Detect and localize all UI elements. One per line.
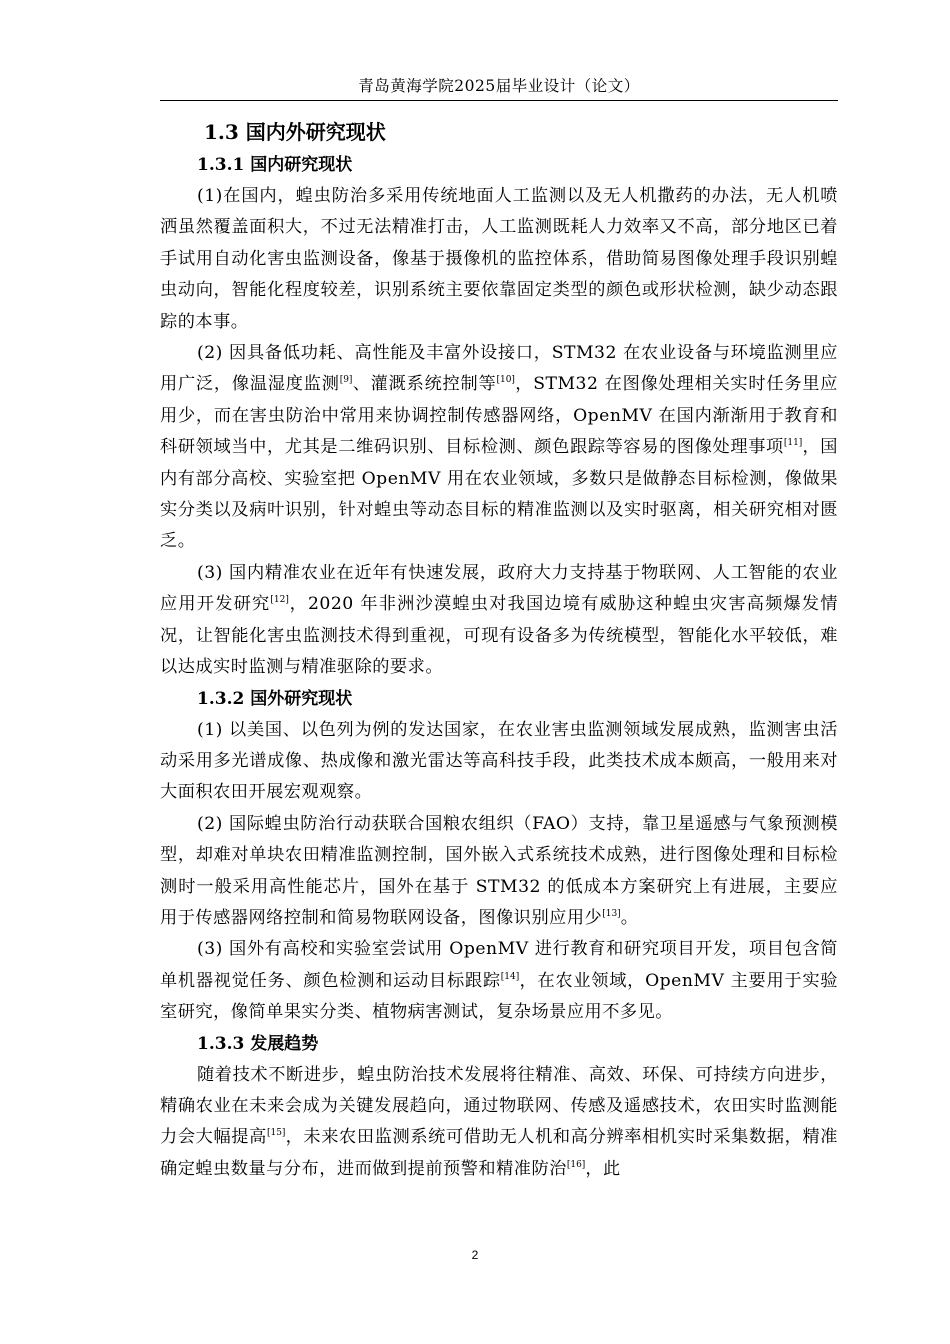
text-span: ，未来农田监测系统可借助无人机和高分辨率相机实时采集数据，精准确定蝗虫数量与分布，进而做到提前预警和精准防治 <box>160 1127 838 1179</box>
page-header: 青岛黄海学院2025届毕业设计（论文） <box>358 77 640 95</box>
citation-ref: [11] <box>783 438 803 449</box>
text-span: ，国内有部分高校、实验室把 OpenMV 用在农业领域，多数只是做静态目标检测，像做果实分类以及病叶识别，针对蝗虫等动态目标的精准监测以及实时驱离，相关研究相对匮乏。 <box>160 437 838 552</box>
citation-ref: [9] <box>339 375 353 386</box>
subsection-heading-trends: 1.3.3 发展趋势 <box>197 1033 319 1054</box>
citation-ref: [16] <box>566 1159 586 1170</box>
text-span: (1)在国内，蝗虫防治多采用传统地面人工监测以及无人机撒药的办法，无人机喷洒虽然覆盖面积大，不过无法精准打击，人工监测既耗人力效率又不高，部分地区已着手试用自动化害虫监测设备，像基于摄像机的监控体系，借助简易图像处理手段识别蝗虫动向，智能化程度较差，识别系统主要依靠固定类型的颜色或形状检测，缺少动态跟踪的本事。 <box>160 186 838 332</box>
text-span: ，在农业领域，OpenMV 主要用于实验室研究，像简单果实分类、植物病害测试，复杂场景应用不多见。 <box>160 970 838 1023</box>
text-span: (2) 因具备低功耗、高性能及丰富外设接口，STM32 在农业设备与环境监测里应用广泛，像温湿度监测 <box>160 343 838 395</box>
text-span: (3) 国外有高校和实验室尝试用 OpenMV 进行教育和研究项目开发，项目包含简单机器视觉任务、颜色检测和运动目标跟踪 <box>160 939 838 991</box>
section-heading: 1.3 国内外研究现状 <box>204 120 386 144</box>
text-span: (2) 国际蝗虫防治行动获联合国粮农组织（FAO）支持，靠卫星遥感与气象预测模型，却难对单块农田精准监测控制，国外嵌入式系统技术成熟，进行图像处理和目标检测时一般采用高性能芯片，国外在基于 STM32 的低成本方案研究上有进展，主要应用于传感器网络控制和简易物联网设备，图像识别应用少 <box>160 813 838 928</box>
text-span: 、灌溉系统控制等 <box>352 374 497 395</box>
subsection-heading-domestic: 1.3.1 国内研究现状 <box>197 155 353 175</box>
paragraph-foreign-1 <box>160 715 838 809</box>
header-divider <box>160 100 838 101</box>
citation-ref: [14] <box>500 971 520 982</box>
text-span: (1) 以美国、以色列为例的发达国家，在农业害虫监测领域发展成熟，监测害虫活动采用多光谱成像、热成像和激光雷达等高科技手段，此类技术成本颇高，一般用来对大面积农田开展宏观观察。 <box>160 719 838 803</box>
citation-ref: [13] <box>602 908 621 919</box>
paragraph-domestic-3 <box>160 558 838 684</box>
text-span: ，此 <box>585 1158 621 1179</box>
subsection-heading-foreign: 1.3.2 国外研究现状 <box>197 688 353 709</box>
paragraph-domestic-1 <box>160 181 838 338</box>
paragraph-foreign-3 <box>160 934 838 1028</box>
citation-ref: [12] <box>270 595 289 606</box>
page-body <box>160 114 838 1185</box>
text-span: ，STM32 在图像处理相关实时任务里应用少，而在害虫防治中常用来协调控制传感器网络，OpenMV 在国内渐渐用于教育和科研领域当中，尤其是二维码识别、目标检测、颜色跟踪等容易的图像处理事项 <box>160 374 838 458</box>
paragraph-foreign-2 <box>160 809 838 935</box>
text-span: ，2020 年非洲沙漠蝗虫对我国边境有威胁这种蝗虫灾害高频爆发情况，让智能化害虫监测技术得到重视，可现有设备多为传统模型，智能化水平较低，难以达成实时监测与精准驱除的要求。 <box>160 594 838 678</box>
text-span: 随着技术不断进步，蝗虫防治技术发展将往精准、高效、环保、可持续方向进步，精确农业在未来会成为关键发展趋向，通过物联网、传感及遥感技术，农田实时监测能力会大幅提高 <box>160 1064 838 1148</box>
paragraph-trends-1 <box>160 1060 838 1186</box>
paragraph-domestic-2 <box>160 338 838 558</box>
page-number: 2 <box>471 1248 479 1262</box>
citation-ref: [15] <box>266 1128 286 1139</box>
text-span: 。 <box>620 907 639 928</box>
text-span: (3) 国内精准农业在近年有快速发展，政府大力支持基于物联网、人工智能的农业应用开发研究 <box>160 562 838 615</box>
citation-ref: [10] <box>496 375 515 386</box>
